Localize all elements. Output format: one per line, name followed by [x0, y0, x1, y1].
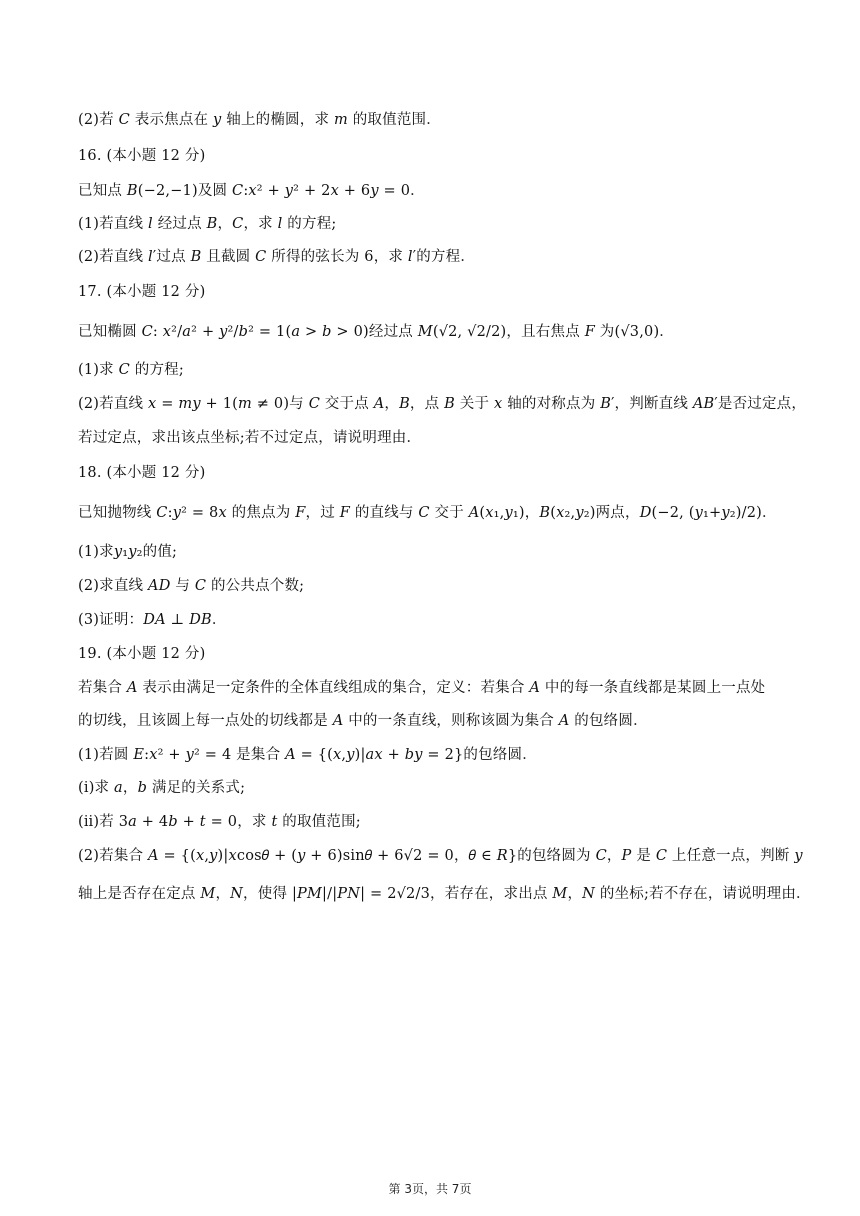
q17-part1: (1)求 𝐶 的方程; — [78, 362, 184, 378]
q19-part2-line1: (2)若集合 𝐴 = {(𝑥,𝑦)|𝑥cos𝜃 + (𝑦 + 6)sin𝜃 + 6√2 = 0，𝜃 ∈ 𝑅}的包络圆为 𝐶，𝑃 是 𝐶 上任意一点，判断 𝑦 — [78, 848, 803, 864]
q19-heading: 19. (本小题 12 分) — [78, 646, 206, 662]
q19-part1-ii: (ⅱ)若 3𝑎 + 4𝑏 + 𝑡 = 0，求 𝑡 的取值范围; — [78, 814, 361, 830]
q15-part2: (2)若 𝐶 表示焦点在 𝑦 轴上的椭圆，求 𝑚 的取值范围． — [78, 112, 441, 128]
q19-stem-line1: 若集合 𝐴 表示由满足一定条件的全体直线组成的集合，定义：若集合 𝐴 中的每一条直线都是某圆上一点处 — [78, 680, 766, 696]
q18-part1: (1)求𝑦₁𝑦₂的值; — [78, 544, 178, 560]
q17-part2-line1: (2)若直线 𝑥 = 𝑚𝑦 + 1(𝑚 ≠ 0)与 𝐶 交于点 𝐴，𝐵，点 𝐵 关于 𝑥 轴的对称点为 𝐵′，判断直线 𝐴𝐵′是否过定点， — [78, 396, 807, 412]
q17-heading: 17. (本小题 12 分) — [78, 284, 206, 300]
q18-part3: (3)证明：𝐷𝐴 ⊥ 𝐷𝐵． — [78, 612, 227, 628]
q19-part2-line2: 轴上是否存在定点 𝑀，𝑁，使得 |𝑃𝑀|/|𝑃𝑁| = 2√2/3，若存在，求出点 𝑀，𝑁 的坐标;若不存在，请说明理由． — [78, 886, 811, 902]
q17-stem: 已知椭圆 𝐶: 𝑥²/𝑎² + 𝑦²/𝑏² = 1(𝑎 > 𝑏 > 0)经过点 𝑀(√2, √2/2)，且右焦点 𝐹 为(√3,0)． — [78, 324, 674, 340]
page-number-footer: 第 3页，共 7页 — [388, 1182, 472, 1196]
q18-part2: (2)求直线 𝐴𝐷 与 𝐶 的公共点个数; — [78, 578, 305, 594]
q19-part1: (1)若圆 𝐸:𝑥² + 𝑦² = 4 是集合 𝐴 = {(𝑥,𝑦)|𝑎𝑥 + 𝑏𝑦 = 2}的包络圆． — [78, 747, 537, 763]
q16-stem: 已知点 𝐵(−2,−1)及圆 𝐶:𝑥² + 𝑦² + 2𝑥 + 6𝑦 = 0． — [78, 183, 425, 199]
q16-part2: (2)若直线 𝑙′过点 𝐵 且截圆 𝐶 所得的弦长为 6，求 𝑙′的方程． — [78, 249, 476, 265]
q16-part1: (1)若直线 𝑙 经过点 𝐵，𝐶，求 𝑙 的方程; — [78, 216, 337, 232]
q19-stem-line2: 的切线，且该圆上每一点处的切线都是 𝐴 中的一条直线，则称该圆为集合 𝐴 的包络圆． — [78, 713, 648, 729]
q18-stem: 已知抛物线 𝐶:𝑦² = 8𝑥 的焦点为 𝐹，过 𝐹 的直线与 𝐶 交于 𝐴(𝑥₁,𝑦₁)，𝐵(𝑥₂,𝑦₂)两点，𝐷(−2, (𝑦₁+𝑦₂)/2)． — [78, 505, 777, 521]
q17-part2-line2: 若过定点，求出该点坐标;若不过定点，请说明理由． — [78, 430, 422, 446]
q18-heading: 18. (本小题 12 分) — [78, 465, 206, 481]
q19-part1-i: (ⅰ)求 𝑎，𝑏 满足的关系式; — [78, 780, 246, 796]
q16-heading: 16. (本小题 12 分) — [78, 148, 206, 164]
